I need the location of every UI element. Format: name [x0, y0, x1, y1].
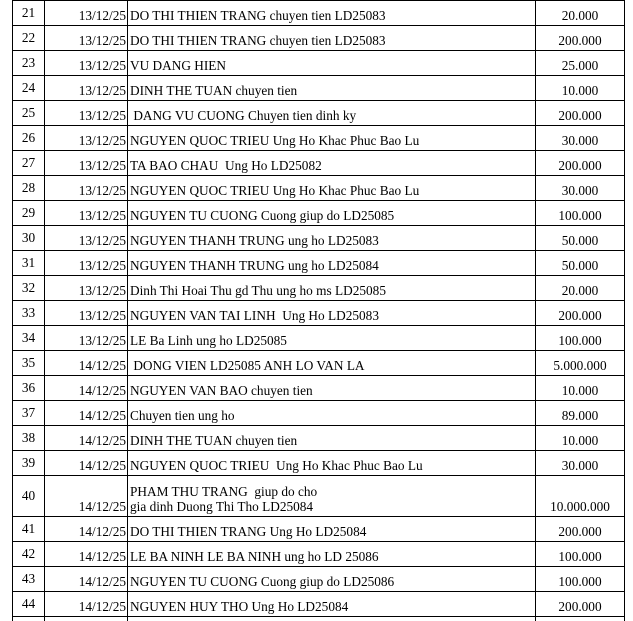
description-cell [128, 251, 536, 276]
cutoff-cell [13, 617, 45, 621]
table-row [13, 326, 625, 351]
date-cell: 13/12/25 [45, 276, 128, 301]
table-row [13, 251, 625, 276]
amount-cell: 50.000 [536, 251, 625, 276]
date-cell: 13/12/25 [45, 76, 128, 101]
description-line: gia dinh Duong Thi Tho LD25084 [130, 499, 533, 514]
amount-cell: 20.000 [536, 276, 625, 301]
table-row [13, 451, 625, 476]
description-line: Dinh Thi Hoai Thu gd Thu ung ho ms LD25085 [130, 283, 533, 298]
date-cell: 13/12/25 [45, 26, 128, 51]
date-cell: 13/12/25 [45, 251, 128, 276]
amount-cell: 100.000 [536, 201, 625, 226]
description-cell [128, 426, 536, 451]
row-number-cell: 31 [13, 251, 45, 276]
description-cell [128, 476, 536, 517]
description-cell [128, 401, 536, 426]
date-cell: 13/12/25 [45, 326, 128, 351]
ledger-rows [13, 1, 625, 621]
description-line: NGUYEN THANH TRUNG ung ho LD25084 [130, 258, 533, 273]
description-cell [128, 151, 536, 176]
description-cell [128, 226, 536, 251]
row-number-cell: 22 [13, 26, 45, 51]
description-line: DO THI THIEN TRANG chuyen tien LD25083 [130, 8, 533, 23]
table-row [13, 376, 625, 401]
description-cell [128, 76, 536, 101]
date-cell: 14/12/25 [45, 517, 128, 542]
description-line: NGUYEN QUOC TRIEU Ung Ho Khac Phuc Bao Lu [130, 458, 533, 473]
table-row [13, 101, 625, 126]
description-line: NGUYEN TU CUONG Cuong giup do LD25086 [130, 574, 533, 589]
description-line: LE Ba Linh ung ho LD25085 [130, 333, 533, 348]
amount-cell: 10.000.000 [536, 476, 625, 517]
description-cell [128, 176, 536, 201]
date-cell: 14/12/25 [45, 542, 128, 567]
date-cell: 13/12/25 [45, 176, 128, 201]
table-row [13, 517, 625, 542]
table-row [13, 276, 625, 301]
date-cell: 13/12/25 [45, 101, 128, 126]
description-line: DO THI THIEN TRANG Ung Ho LD25084 [130, 524, 533, 539]
row-number-cell: 41 [13, 517, 45, 542]
amount-cell: 20.000 [536, 1, 625, 26]
table-row [13, 126, 625, 151]
description-line: TA BAO CHAU Ung Ho LD25082 [130, 158, 533, 173]
description-line: LE BA NINH LE BA NINH ung ho LD 25086 [130, 549, 533, 564]
amount-cell: 50.000 [536, 226, 625, 251]
row-number-cell: 30 [13, 226, 45, 251]
date-cell: 13/12/25 [45, 151, 128, 176]
amount-cell: 10.000 [536, 76, 625, 101]
table-row [13, 351, 625, 376]
amount-cell: 25.000 [536, 51, 625, 76]
description-cell [128, 592, 536, 617]
row-number-cell: 27 [13, 151, 45, 176]
amount-cell: 200.000 [536, 101, 625, 126]
row-number-cell: 43 [13, 567, 45, 592]
amount-cell: 30.000 [536, 451, 625, 476]
table-row [13, 542, 625, 567]
amount-cell: 10.000 [536, 376, 625, 401]
amount-cell: 30.000 [536, 126, 625, 151]
table-row-cutoff [13, 617, 625, 621]
table-row [13, 176, 625, 201]
amount-cell: 200.000 [536, 301, 625, 326]
description-cell [128, 201, 536, 226]
description-cell [128, 542, 536, 567]
date-cell: 14/12/25 [45, 476, 128, 517]
description-cell [128, 567, 536, 592]
row-number-cell: 34 [13, 326, 45, 351]
table-row [13, 26, 625, 51]
amount-cell: 200.000 [536, 517, 625, 542]
table-row [13, 476, 625, 517]
description-cell [128, 51, 536, 76]
description-cell [128, 276, 536, 301]
row-number-cell: 42 [13, 542, 45, 567]
row-number-cell: 40 [13, 476, 45, 517]
description-cell [128, 326, 536, 351]
table-row [13, 567, 625, 592]
row-number-cell: 24 [13, 76, 45, 101]
row-number-cell: 36 [13, 376, 45, 401]
description-line: NGUYEN VAN BAO chuyen tien [130, 383, 533, 398]
amount-cell: 200.000 [536, 151, 625, 176]
description-line: DONG VIEN LD25085 ANH LO VAN LA [130, 358, 533, 373]
row-number-cell: 21 [13, 1, 45, 26]
row-number-cell: 28 [13, 176, 45, 201]
date-cell: 14/12/25 [45, 426, 128, 451]
date-cell: 14/12/25 [45, 351, 128, 376]
date-cell: 14/12/25 [45, 451, 128, 476]
description-cell [128, 301, 536, 326]
table-row [13, 76, 625, 101]
table-row [13, 401, 625, 426]
table-row [13, 51, 625, 76]
description-line: DO THI THIEN TRANG chuyen tien LD25083 [130, 33, 533, 48]
date-cell: 13/12/25 [45, 51, 128, 76]
table-row [13, 301, 625, 326]
description-line: DINH THE TUAN chuyen tien [130, 83, 533, 98]
description-line: NGUYEN THANH TRUNG ung ho LD25083 [130, 233, 533, 248]
description-line: NGUYEN QUOC TRIEU Ung Ho Khac Phuc Bao Lu [130, 183, 533, 198]
date-cell: 14/12/25 [45, 567, 128, 592]
cutoff-cell [536, 617, 625, 621]
amount-cell: 89.000 [536, 401, 625, 426]
amount-cell: 100.000 [536, 542, 625, 567]
description-cell [128, 1, 536, 26]
amount-cell: 200.000 [536, 26, 625, 51]
amount-cell: 200.000 [536, 592, 625, 617]
description-cell [128, 126, 536, 151]
row-number-cell: 26 [13, 126, 45, 151]
row-number-cell: 37 [13, 401, 45, 426]
amount-cell: 100.000 [536, 567, 625, 592]
table-row [13, 1, 625, 26]
table-row [13, 151, 625, 176]
description-line: VU DANG HIEN [130, 58, 533, 73]
description-cell [128, 517, 536, 542]
description-line: DINH THE TUAN chuyen tien [130, 433, 533, 448]
amount-cell: 5.000.000 [536, 351, 625, 376]
description-cell [128, 451, 536, 476]
donation-ledger-table [12, 0, 625, 621]
row-number-cell: 35 [13, 351, 45, 376]
amount-cell: 30.000 [536, 176, 625, 201]
table-row [13, 592, 625, 617]
row-number-cell: 44 [13, 592, 45, 617]
description-cell [128, 376, 536, 401]
table-row [13, 226, 625, 251]
date-cell: 13/12/25 [45, 301, 128, 326]
description-line: NGUYEN HUY THO Ung Ho LD25084 [130, 599, 533, 614]
cutoff-cell [128, 617, 536, 621]
date-cell: 13/12/25 [45, 1, 128, 26]
description-line: NGUYEN QUOC TRIEU Ung Ho Khac Phuc Bao Lu [130, 133, 533, 148]
description-line: PHAM THU TRANG giup do cho [130, 484, 533, 499]
row-number-cell: 29 [13, 201, 45, 226]
date-cell: 13/12/25 [45, 226, 128, 251]
date-cell: 14/12/25 [45, 401, 128, 426]
description-line: DANG VU CUONG Chuyen tien dinh ky [130, 108, 533, 123]
date-cell: 14/12/25 [45, 592, 128, 617]
amount-cell: 10.000 [536, 426, 625, 451]
cutoff-cell [45, 617, 128, 621]
row-number-cell: 38 [13, 426, 45, 451]
row-number-cell: 23 [13, 51, 45, 76]
row-number-cell: 33 [13, 301, 45, 326]
description-cell [128, 101, 536, 126]
description-cell [128, 351, 536, 376]
description-line: Chuyen tien ung ho [130, 408, 533, 423]
table-row [13, 201, 625, 226]
row-number-cell: 32 [13, 276, 45, 301]
date-cell: 13/12/25 [45, 126, 128, 151]
date-cell: 13/12/25 [45, 201, 128, 226]
description-cell [128, 26, 536, 51]
description-line: NGUYEN TU CUONG Cuong giup do LD25085 [130, 208, 533, 223]
table-row [13, 426, 625, 451]
row-number-cell: 25 [13, 101, 45, 126]
description-line: NGUYEN VAN TAI LINH Ung Ho LD25083 [130, 308, 533, 323]
row-number-cell: 39 [13, 451, 45, 476]
amount-cell: 100.000 [536, 326, 625, 351]
date-cell: 14/12/25 [45, 376, 128, 401]
